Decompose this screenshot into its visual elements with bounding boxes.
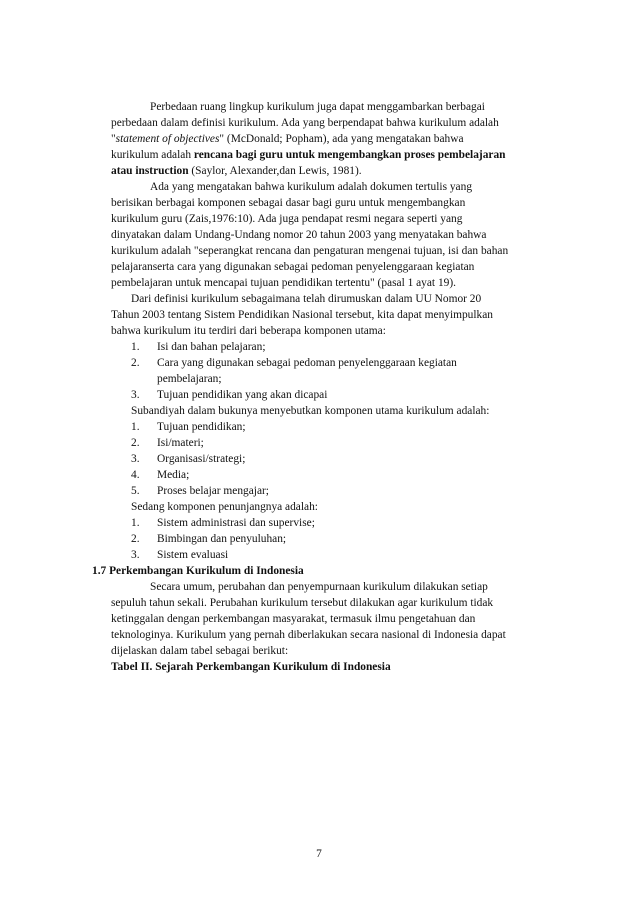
- paragraph-1-line-3: [111, 132, 464, 146]
- list-text: Tujuan pendidikan yang akan dicapai: [157, 389, 328, 401]
- list-text: Sistem administrasi dan supervise;: [157, 517, 315, 529]
- paragraph-3-line-2: Tahun 2003 tentang Sistem Pendidikan Nasional tersebut, kita dapat menyimpulkan: [111, 309, 493, 321]
- list-text: Proses belajar mengajar;: [157, 485, 269, 497]
- paragraph-3-line-1: Dari definisi kurikulum sebagaimana telah dirumuskan dalam UU Nomor 20: [131, 293, 482, 305]
- list-item: [0, 388, 638, 402]
- section-heading: 1.7 Perkembangan Kurikulum di Indonesia: [92, 565, 304, 577]
- paragraph-4-line-3: ketinggalan dengan perkembangan masyarakat, termasuk ilmu pengetahuan dan: [111, 613, 476, 625]
- list-item: [0, 436, 638, 450]
- list-text: Cara yang digunakan sebagai pedoman penyelenggaraan kegiatan: [157, 357, 457, 369]
- paragraph-2-line-5: kurikulum adalah "seperangkat rencana dan pengaturan mengenai tujuan, isi dan bahan: [111, 245, 509, 257]
- list-item: [0, 452, 638, 466]
- paragraph-2-line-7: pembelajaran untuk mencapai tujuan pendidikan tertentu" (pasal 1 ayat 19).: [111, 277, 456, 289]
- paragraph-1-line-1: Perbedaan ruang lingkup kurikulum juga dapat menggambarkan berbagai: [150, 101, 485, 113]
- list-item: [0, 340, 638, 354]
- quote-open: ": [111, 133, 116, 145]
- paragraph-2-line-6: pelajaranserta cara yang digunakan sebagai pedoman penyelenggaraan kegiatan: [111, 261, 475, 273]
- line-3-rest: " (McDonald; Popham), ada yang mengatakan bahwa: [219, 133, 464, 145]
- paragraph-2-line-4: dinyatakan dalam Undang-Undang nomor 20 tahun 2003 yang menyatakan bahwa: [111, 229, 487, 241]
- paragraph-2-line-1: Ada yang mengatakan bahwa kurikulum adalah dokumen tertulis yang: [150, 181, 473, 193]
- list-text: Media;: [157, 469, 190, 481]
- list-number: 1.: [131, 517, 140, 529]
- paragraph-4-line-2: sepuluh tahun sekali. Perubahan kurikulum tersebut dilakukan agar kurikulum tidak: [111, 597, 494, 609]
- list-item: [0, 548, 638, 562]
- italic-term: statement of objectives: [115, 133, 220, 145]
- list-item: [0, 356, 638, 370]
- list-number: 3.: [131, 389, 140, 401]
- line-4-pre: kurikulum adalah: [111, 149, 194, 161]
- citation: (Saylor, Alexander,dan Lewis, 1981).: [188, 165, 362, 177]
- paragraph-2-line-3: kurikulum guru (Zais,1976:10). Ada juga pendapat resmi negara seperti yang: [111, 213, 463, 225]
- list-text: Isi/materi;: [157, 437, 204, 449]
- paragraph-4-line-5: dijelaskan dalam tabel sebagai berikut:: [111, 645, 289, 657]
- subandiyah-line: Subandiyah dalam bukunya menyebutkan komponen utama kurikulum adalah:: [131, 405, 490, 417]
- list-item-continuation: pembelajaran;: [157, 373, 222, 385]
- paragraph-1-line-5: [111, 164, 362, 178]
- list-text: Tujuan pendidikan;: [157, 421, 246, 433]
- list-text: Organisasi/strategi;: [157, 453, 246, 465]
- sedang-line: Sedang komponen penunjangnya adalah:: [131, 501, 318, 513]
- list-number: 1.: [131, 341, 140, 353]
- list-number: 3.: [131, 453, 140, 465]
- list-number: 2.: [131, 357, 140, 369]
- list-text: Isi dan bahan pelajaran;: [157, 341, 266, 353]
- paragraph-1-line-2: perbedaan dalam definisi kurikulum. Ada yang berpendapat bahwa kurikulum adalah: [111, 117, 499, 129]
- list-number: 5.: [131, 485, 140, 497]
- list-item: [0, 484, 638, 498]
- list-number: 2.: [131, 533, 140, 545]
- paragraph-4-line-4: teknologinya. Kurikulum yang pernah diberlakukan secara nasional di Indonesia dapat: [111, 629, 506, 641]
- list-number: 2.: [131, 437, 140, 449]
- table-caption: Tabel II. Sejarah Perkembangan Kurikulum di Indonesia: [111, 661, 391, 673]
- list-item: [0, 516, 638, 530]
- list-item: [0, 468, 638, 482]
- paragraph-1-line-4: [111, 148, 506, 162]
- list-text: Bimbingan dan penyuluhan;: [157, 533, 287, 545]
- list-text: Sistem evaluasi: [157, 549, 229, 561]
- bold-definition-end: atau instruction: [111, 165, 189, 177]
- paragraph-4-line-1: Secara umum, perubahan dan penyempurnaan kurikulum dilakukan setiap: [150, 581, 488, 593]
- page-number: 7: [316, 848, 322, 860]
- list-number: 4.: [131, 469, 140, 481]
- list-number: 1.: [131, 421, 140, 433]
- bold-definition: rencana bagi guru untuk mengembangkan proses pembelajaran: [193, 149, 506, 161]
- list-number: 3.: [131, 549, 140, 561]
- list-item: [0, 532, 638, 546]
- paragraph-2-line-2: berisikan berbagai komponen sebagai dasar bagi guru untuk mengembangkan: [111, 197, 466, 209]
- paragraph-3-line-3: bahwa kurikulum itu terdiri dari beberapa komponen utama:: [111, 325, 386, 337]
- list-item: [0, 420, 638, 434]
